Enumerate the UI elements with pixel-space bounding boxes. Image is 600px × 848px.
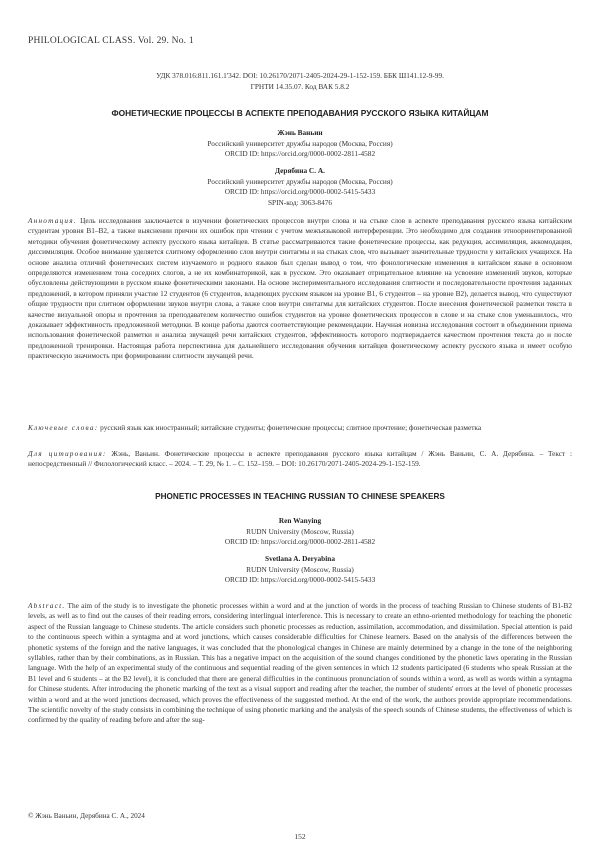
citation-text: Жэнь, Ваньин. Фонетические процессы в аспекте преподавания русского языка китайцам / Жэнь Ваньин, С. А. Дерябина. – Текст : непосредственный // Филологический класс. – 2024. – Т. 29, № 1. – С. 152–159. – DOI: 10.26170/2071-2405-2024-29-1-152-159. [28,449,573,469]
keywords-text: русский язык как иностранный; китайские студенты; фонетические процессы; слитное прочтение; фонетическая разметка [100,423,482,432]
author-affiliation: Российский университет дружбы народов (Москва, Россия) [207,138,393,148]
title-english: PHONETIC PROCESSES IN TEACHING RUSSIAN TO CHINESE SPEAKERS [155,492,445,501]
author-name: Дерябина С. А. [275,166,325,175]
author-affiliation: RUDN University (Moscow, Russia) [246,564,354,574]
grnti-line: ГРНТИ 14.35.07. Код ВАК 5.8.2 [250,81,350,91]
en-author-2 [60,554,540,586]
abstract-label: Аннотация. [28,216,77,225]
author-name: Ren Wanying [278,516,322,525]
copyright-notice: © Жэнь Ваньин, Дерябина С. А., 2024 [28,812,145,820]
keywords-label: Ключевые слова: [28,423,99,432]
author-orcid: ORCID ID: https://orcid.org/0000-0002-5415-5433 [224,187,376,197]
udc-doi-line: УДК 378.016:811.161.1'342. DOI: 10.26170/2071-2405-2024-29-1-152-159. ББК Ш141.12-9-99. [156,71,444,80]
abstract-label: Abstract. [28,601,66,610]
citation-russian [28,449,572,470]
en-author-1 [60,516,540,548]
citation-label: Для цитирования: [28,449,107,458]
author-orcid: ORCID ID: https://orcid.org/0000-0002-5415-5433 [224,575,376,585]
ru-author-1 [60,128,540,160]
keywords-russian [28,423,572,433]
author-affiliation: Российский университет дружбы народов (Москва, Россия) [207,176,393,186]
title-russian: ФОНЕТИЧЕСКИЕ ПРОЦЕССЫ В АСПЕКТЕ ПРЕПОДАВАНИЯ РУССКОГО ЯЗЫКА КИТАЙЦАМ [111,108,489,118]
abstract-russian [28,216,572,362]
article-identifiers [60,71,540,92]
abstract-english [28,601,572,726]
author-orcid: ORCID ID: https://orcid.org/0000-0002-2811-4582 [224,537,376,547]
author-name: Svetlana A. Deryabina [265,554,335,563]
author-affiliation: RUDN University (Moscow, Russia) [246,526,354,536]
ru-author-2 [60,166,540,208]
author-orcid: ORCID ID: https://orcid.org/0000-0002-2811-4582 [224,149,376,159]
abstract-text: Цель исследования заключается в изучении фонетических процессов внутри слова и на стыке слов в аспекте преподавания русского языка китайским студентам уровня B1–B2, а также выяснении причин их ошибок при чтении с учетом межъязыковой интерференции. Это необходимо для создания этноориентированной методики обучения фонетическому аспекту русского языка китайцев. В статье рассматриваются такие фонетические процессы, как редукция, ассимиляция, аккомодация, диссимиляция. Особое внимание уделяется слитному оформлению слов внутри синтагмы и на стыках слов, что вызывает значительные трудности у китайских учащихся. На основе анализа отличий фонетических систем изучаемого и родного языков был сделан вывод о том, что фонологические изменения в китайском языке в основном определяются изменением тона соседних слогов, а не их комбинаторикой, как в русском. Это оказывает отрицательное влияние на усвоение изменений звуков, которые обусловлены действующими в русском языке фонетическими законами. На основе экспериментального исследования слитности и последовательности прочтения заданных предложений, в котором приняли участие 12 студентов (6 студентов, владеющих русским языком на уровне B1, 6 студентов – на уровне B2), делается вывод, что существуют общие трудности при слитном оформлении звуков внутри слова, а также слов внутри синтагмы для китайских студентов. После внесения фонетической разметки текста в качестве визуальной опоры и прочтения за преподавателем количество ошибок студентов на уровне фонетических процессов в слове и на стыке слов уменьшилось, что доказывает эффективность предложенной методики. В конце работы даются соответствующие рекомендации. Научная новизна исследования состоит в объединении приема использования фонетической разметки и анализа звучащей речи китайских студентов, эффективность которого подтверждается качеством прочтения текста до и после предложенной тренировки. Настоящая работа перспективна для дальнейшего исследования обучения китайцев фонетическому аспекту русского языка и имеет особую практическую значимость при формировании слитности звучащей речи. [28,216,572,361]
author-name: Жэнь Ваньин [277,128,323,137]
running-head: PHILOLOGICAL CLASS. Vol. 29. No. 1 [28,36,194,46]
author-spin: SPIN-код: 3063-8476 [267,197,333,207]
page-number: 152 [294,832,306,841]
abstract-text: The aim of the study is to investigate the phonetic processes within a word and at the junction of words in the process of teaching Russian to Chinese students of B1-B2 levels, as well as to find out the causes of their reading errors, considering interlingual interference. This is necessary to create an ethno-oriented methodology for teaching the phonetic aspect of the Russian language to Chinese students. The article considers such phonetic processes as reduction, assimilation, accommodation, and dissimilation. Special attention is paid to the continuous speech within a syntagma and at word junctions, which causes considerable difficulties for Chinese learners. Based on the analysis of the differences between the phonetic systems of the foreign and the native languages, it was concluded that the phonological changes in Chinese are mainly determined by a change in the tone of the neighboring syllables, rather than by their combinations, as in Russian. This has a negative impact on the acquisition of the sound changes conditioned by the phonetic laws operating in the Russian language. With the help of an experimental study of the continuous and sequential reading of the given sentences in which 12 students participated (6 students who speak Russian at the B1 level and 6 students – at the B2 level), it is concluded that there are general difficulties in the continuous pronunciation of sounds within a word, as well as words within a syntagma for Chinese students. After introducing the phonetic marking of the text as a visual support and reading after the teacher, the number of students' errors at the level of phonetic processes within a word and at the word junctions decreased, which proves the effectiveness of the suggested method. At the end of the work, the authors provide appropriate recommendations. The scientific novelty of the study consists in combining the technique of using phonetic marking and the analysis of the speech sounds of Chinese students, the effectiveness of which is confirmed by the quality of reading before and after the sug- [28,601,572,725]
